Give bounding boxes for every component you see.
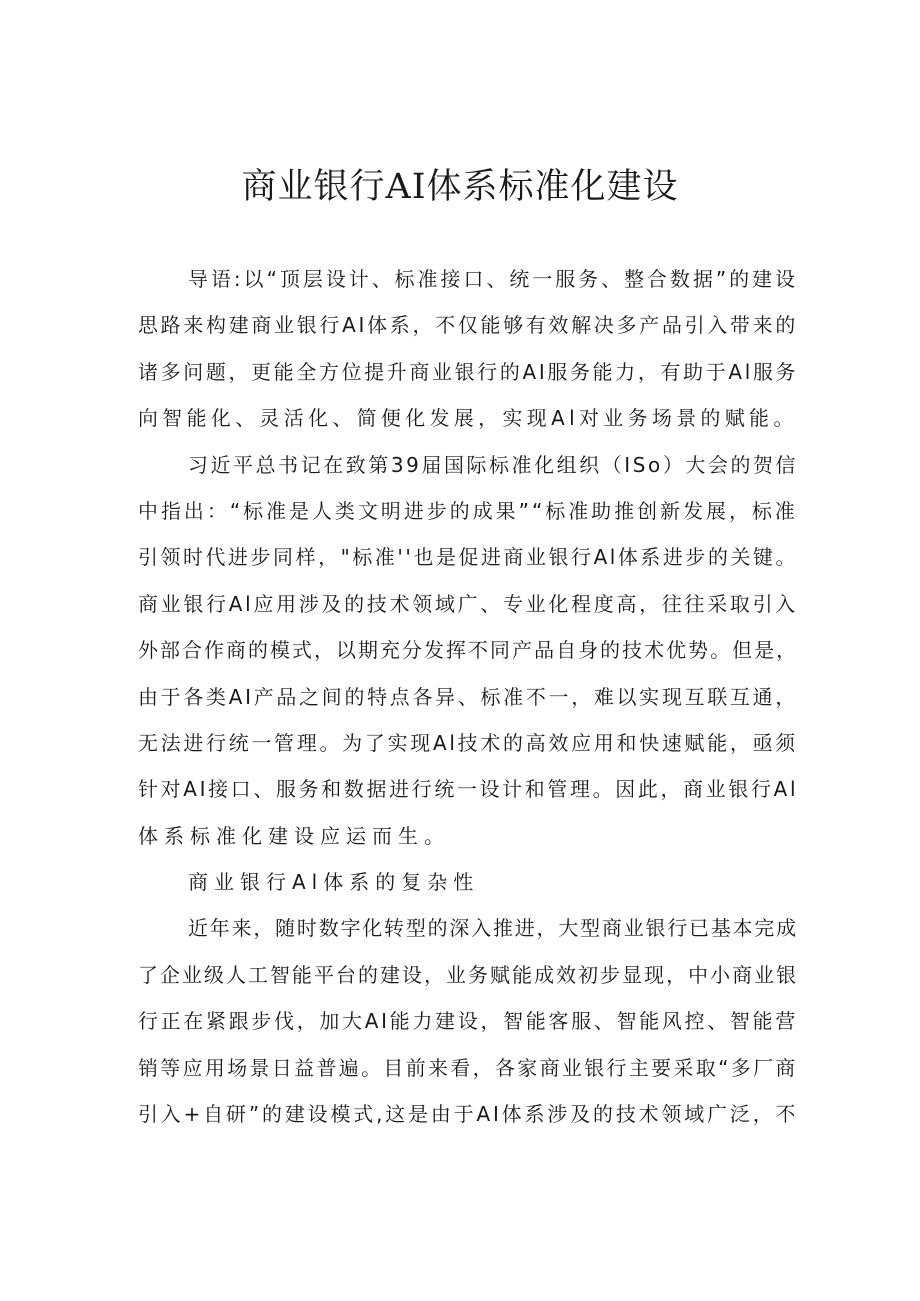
text-line: 外部合作商的模式，以期充分发挥不同产品自身的技术优势。但是， — [138, 638, 798, 663]
text-line: 由于各类AI产品之间的特点各异、标准不一，难以实现互联互通， — [138, 684, 798, 709]
text-line: 针对AI接口、服务和数据进行统一设计和管理。因此，商业银行Al — [138, 777, 798, 802]
text-line: 无法进行统一管理。为了实现Al技术的高效应用和快速赋能，亟须 — [138, 730, 798, 755]
text-line: 行正在紧跟步伐，加大AI能力建设，智能客服、智能风控、智能营 — [138, 1009, 798, 1034]
body-text — [138, 256, 798, 1137]
section-heading: 商业银行Al体系的复杂性 — [188, 870, 480, 895]
text-line: 近年来，随时数字化转型的深入推进，大型商业银行已基本完成 — [188, 916, 798, 941]
text-line: 了企业级人工智能平台的建设，业务赋能成效初步显现，中小商业银 — [138, 962, 798, 987]
text-line: 引领时代进步同样，"标准''也是促进商业银行Al体系进步的关键。 — [138, 545, 798, 570]
text-line: 习近平总书记在致第39届国际标准化组织（ISo）大会的贺信 — [188, 452, 798, 477]
text-line: 体系标准化建设应运而生。 — [138, 823, 450, 848]
text-line: 向智能化、灵活化、简便化发展，实现Al对业务场景的赋能。 — [138, 406, 798, 431]
text-line: 思路来构建商业银行AI体系，不仅能够有效解决多产品引入带来的 — [138, 313, 798, 338]
text-line: 诸多问题，更能全方位提升商业银行的AI服务能力，有助于Al服务 — [138, 359, 798, 384]
page-title: 商业银行AI体系标准化建设 — [241, 167, 679, 207]
text-line: 中指出：“标准是人类文明进步的成果”“标准助推创新发展，标准 — [138, 498, 798, 523]
text-line: 导语:以“顶层设计、标准接口、统一服务、整合数据”的建设 — [188, 267, 798, 291]
text-line: 销等应用场景日益普遍。目前来看，各家商业银行主要采取“多厂商 — [138, 1055, 798, 1080]
text-line: 商业银行Al应用涉及的技术领域广、专业化程度高，往往采取引入 — [138, 591, 798, 616]
text-line: 引入+自研”的建设模式,这是由于AI体系涉及的技术领域广泛，不 — [138, 1102, 798, 1127]
